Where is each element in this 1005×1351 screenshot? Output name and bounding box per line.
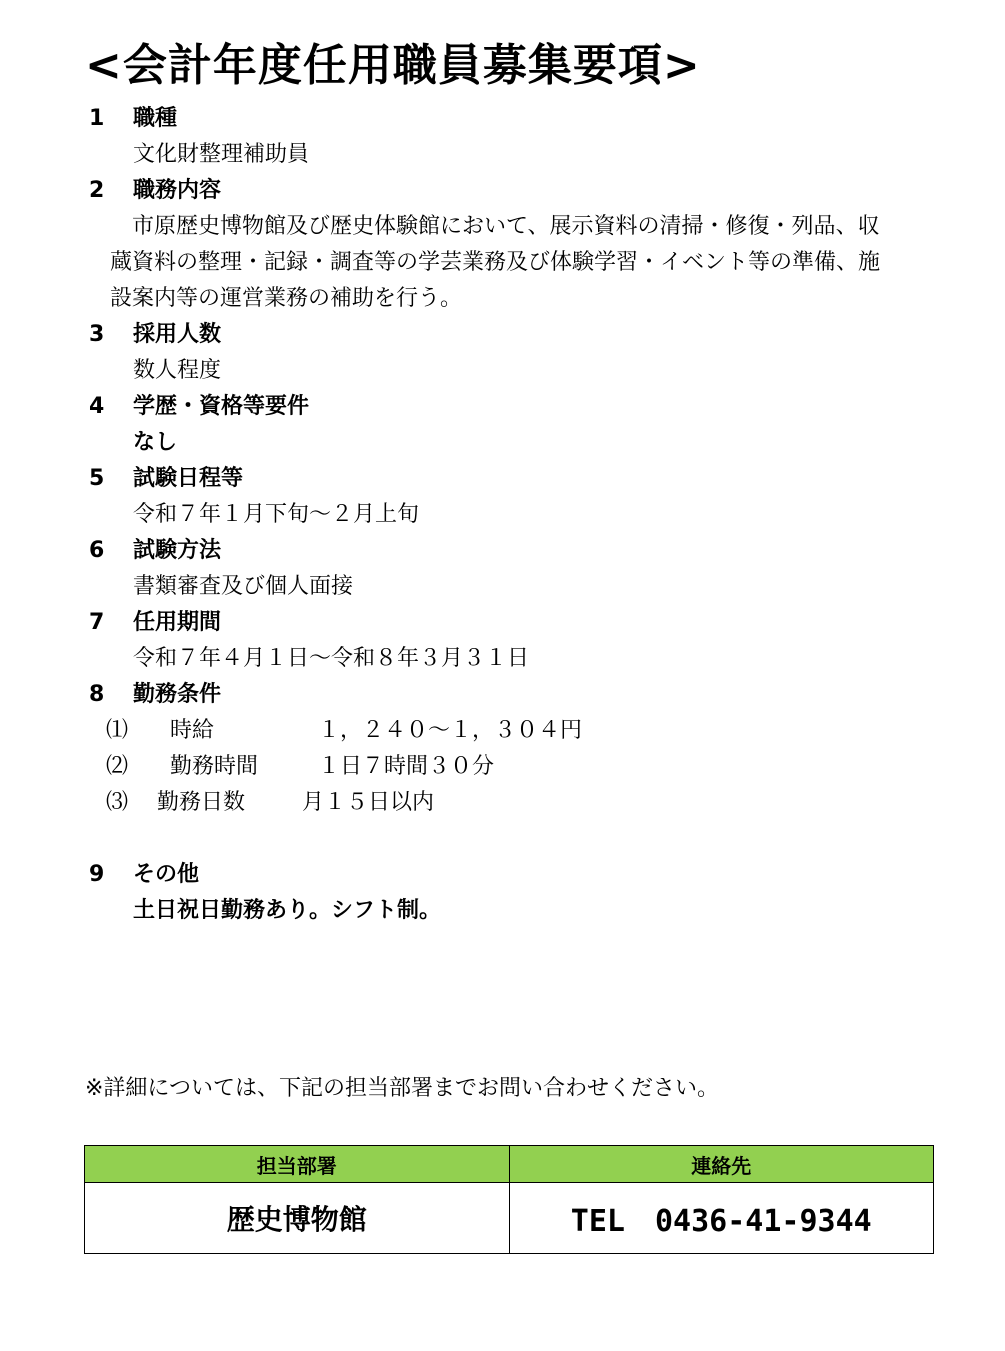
section-2-text-line-2: 蔵資料の整理・記録・調査等の学芸業務及び体験学習・イベント等の準備、施: [110, 250, 881, 275]
department-cell: 歴史博物館: [85, 1183, 510, 1254]
section-5-text: 令和７年１月下旬～２月上旬: [133, 502, 420, 527]
item-value: 月１５日以内: [302, 790, 435, 815]
section-5-heading: 試験日程等: [133, 466, 244, 491]
item-label: 勤務日数: [157, 790, 246, 815]
item-label: 勤務時間: [170, 754, 259, 779]
table-row: [85, 1183, 934, 1254]
section-2-heading: 職務内容: [133, 178, 222, 203]
contact-table: [84, 1145, 934, 1254]
section-3-heading: 採用人数: [133, 322, 222, 347]
phone-cell: TEL 0436-41-9344: [509, 1183, 934, 1254]
table-header-row: [85, 1146, 934, 1183]
section-8-heading: 勤務条件: [133, 682, 222, 707]
section-1-number: 1: [89, 106, 105, 131]
table-header-department: 担当部署: [85, 1146, 510, 1183]
section-8-number: 8: [89, 682, 105, 707]
section-9-heading: その他: [133, 862, 200, 887]
section-2-number: 2: [89, 178, 105, 203]
section-3-text: 数人程度: [133, 358, 222, 383]
item-mark: ⑴: [106, 718, 129, 743]
inquiry-note: ※詳細については、下記の担当部署までお問い合わせください。: [85, 1076, 719, 1101]
section-4-text: なし: [133, 430, 178, 455]
item-label: 時給: [170, 718, 215, 743]
section-4-number: 4: [89, 394, 105, 419]
item-value: １日７時間３０分: [318, 754, 495, 779]
section-3-number: 3: [89, 322, 105, 347]
section-9-number: 9: [89, 862, 105, 887]
section-1-text: 文化財整理補助員: [133, 142, 310, 167]
section-7-heading: 任用期間: [133, 610, 222, 635]
section-7-number: 7: [89, 610, 105, 635]
page-title: <会計年度任用職員募集要項>: [85, 40, 701, 91]
section-5-number: 5: [89, 466, 105, 491]
section-6-number: 6: [89, 538, 105, 563]
section-9-text: 土日祝日勤務あり。シフト制。: [133, 898, 442, 923]
item-value: １，２４０～１，３０４円: [318, 718, 583, 743]
section-4-heading: 学歴・資格等要件: [133, 394, 310, 419]
section-7-text: 令和７年４月１日～令和８年３月３１日: [133, 646, 530, 671]
section-6-heading: 試験方法: [133, 538, 222, 563]
section-2-text-line-1: 市原歴史博物館及び歴史体験館において、展示資料の清掃・修復・列品、収: [110, 214, 880, 239]
item-mark: ⑵: [106, 754, 129, 779]
table-header-contact: 連絡先: [509, 1146, 934, 1183]
item-mark: ⑶: [106, 790, 129, 815]
section-6-text: 書類審査及び個人面接: [133, 574, 354, 599]
section-1-heading: 職種: [133, 106, 178, 131]
section-2-text-line-3: 設案内等の運営業務の補助を行う。: [110, 286, 463, 311]
